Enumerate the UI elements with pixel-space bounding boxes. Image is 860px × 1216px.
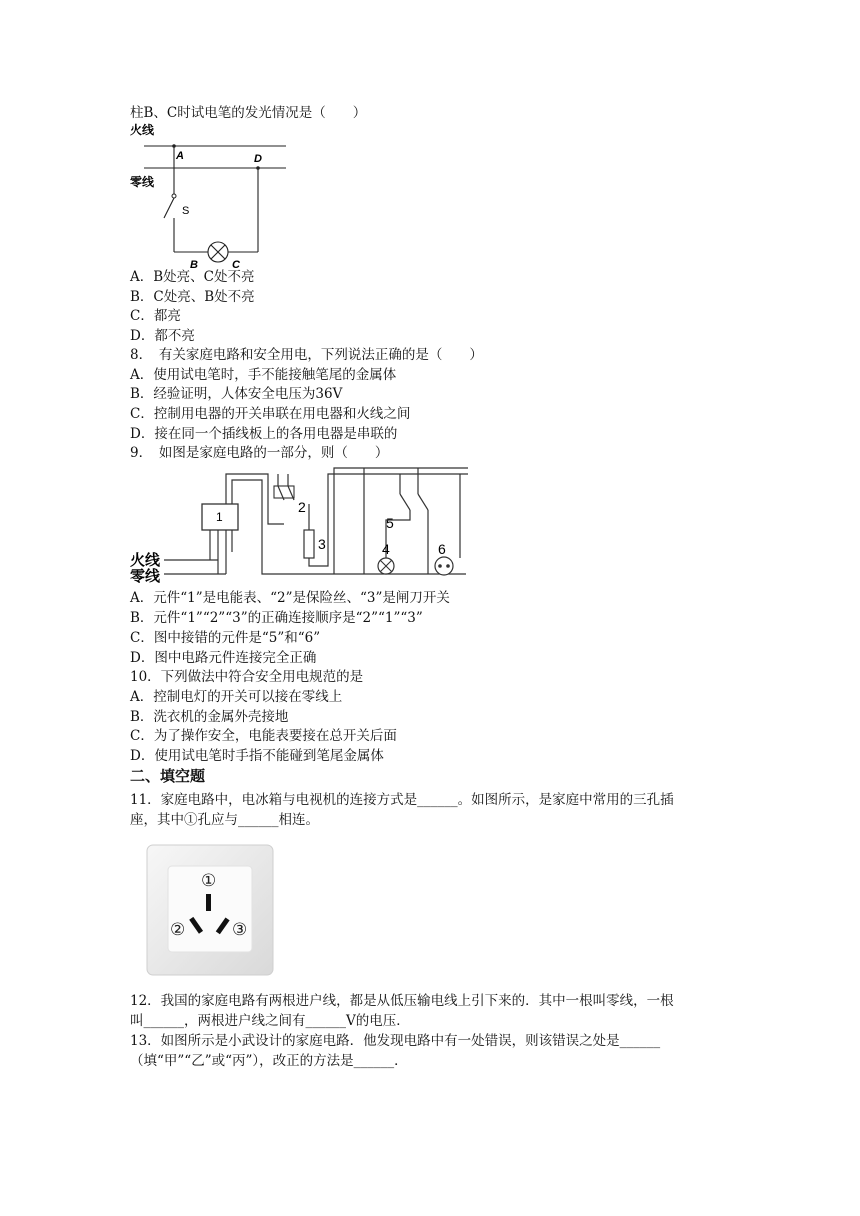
- socket-label-2: ②: [170, 920, 186, 939]
- socket-hole-earth: [206, 894, 211, 911]
- q8-option-c: C．控制用电器的开关串联在用电器和火线之间: [130, 406, 411, 422]
- q7-option-a: A．B处亮、C处不亮: [130, 269, 255, 285]
- q9-wire: [268, 504, 284, 524]
- q9-stem: 9． 如图是家庭电路的一部分，则（ ）: [130, 445, 389, 461]
- q9-socket-hole: [446, 564, 450, 568]
- q9-fuse: [304, 530, 314, 558]
- q12-line-2: 叫______，两根进户线之间有______V的电压．: [130, 1013, 410, 1029]
- q9-live-label: 火线: [130, 552, 161, 569]
- q9-circuit-diagram: [128, 464, 473, 586]
- q9-label-3: 3: [318, 536, 326, 552]
- q8-option-b: B．经验证明，人体安全电压为36V: [130, 386, 343, 402]
- q9-socket-hole: [438, 564, 442, 568]
- q9-option-c: C．图中接错的元件是“5”和“6”: [130, 630, 321, 646]
- q10-option-d: D．使用试电笔时手指不能碰到笔尾金属体: [130, 748, 384, 764]
- q9-label-6: 6: [438, 541, 446, 557]
- q7-point-b: B: [190, 259, 198, 270]
- q13-line-2: （填“甲”“乙”或“丙”），改正的方法是______．: [130, 1053, 408, 1069]
- q7-option-d: D．都不亮: [130, 328, 195, 344]
- q7-live-label: 火线: [130, 123, 155, 137]
- q9-label-4: 4: [382, 541, 390, 557]
- socket-label-3: ③: [232, 920, 248, 939]
- q7-switch-label: S: [182, 205, 190, 217]
- section-title: 二、填空题: [130, 767, 206, 785]
- q9-switch-5: [400, 494, 410, 510]
- q9-option-a: A．元件“1”是电能表、“2”是保险丝、“3”是闸刀开关: [130, 590, 450, 606]
- q10-option-c: C．为了操作安全，电能表要接在总开关后面: [130, 728, 397, 744]
- q8-option-a: A．使用试电笔时，手不能接触笔尾的金属体: [130, 367, 397, 383]
- q9-switch-6: [418, 494, 428, 510]
- q9-socket-icon: [435, 557, 453, 575]
- q7-point-d: D: [254, 153, 262, 165]
- q7-switch-s: [164, 198, 174, 218]
- q9-label-5: 5: [386, 515, 394, 531]
- q11-line-1: 11．家庭电路中，电冰箱与电视机的连接方式是______。如图所示，是家庭中常用的三孔插: [130, 792, 674, 808]
- q10-option-a: A．控制电灯的开关可以接在零线上: [130, 689, 343, 705]
- q7-option-c: C．都亮: [130, 308, 181, 324]
- q7-stem-tail: 柱B、C时试电笔的发光情况是（ ）: [130, 105, 367, 121]
- q7-circuit-diagram: [128, 118, 298, 270]
- q10-stem: 10．下列做法中符合安全用电规范的是: [130, 669, 364, 685]
- q11-line-2: 座，其中①孔应与______相连。: [130, 812, 319, 828]
- q7-option-b: B．C处亮、B处不亮: [130, 289, 255, 305]
- q7-point-a: A: [176, 150, 184, 162]
- q13-line-1: 13．如图所示是小武设计的家庭电路．他发现电路中有一处错误，则该错误之处是______: [130, 1033, 661, 1049]
- q9-neutral-label: 零线: [130, 568, 161, 585]
- socket-label-1: ①: [201, 871, 217, 890]
- q11-socket-photo: [146, 844, 274, 976]
- q9-option-b: B．元件“1”“2”“3”的正确连接顺序是“2”“1”“3”: [130, 610, 423, 626]
- q9-label-1: 1: [216, 510, 223, 524]
- q9-label-2: 2: [298, 499, 306, 515]
- q12-line-1: 12．我国的家庭电路有两根进户线，都是从低压输电线上引下来的．其中一根叫零线，一根: [130, 993, 674, 1009]
- q8-stem: 8． 有关家庭电路和安全用电，下列说法正确的是（ ）: [130, 347, 483, 363]
- q10-option-b: B．洗衣机的金属外壳接地: [130, 709, 289, 725]
- q9-option-d: D．图中电路元件连接完全正确: [130, 650, 317, 666]
- q7-switch-contact: [172, 194, 176, 198]
- q8-option-d: D．接在同一个插线板上的各用电器是串联的: [130, 426, 398, 442]
- q11-socket-image: [146, 844, 274, 976]
- q7-neutral-label: 零线: [130, 175, 155, 189]
- q7-point-c: C: [232, 259, 240, 270]
